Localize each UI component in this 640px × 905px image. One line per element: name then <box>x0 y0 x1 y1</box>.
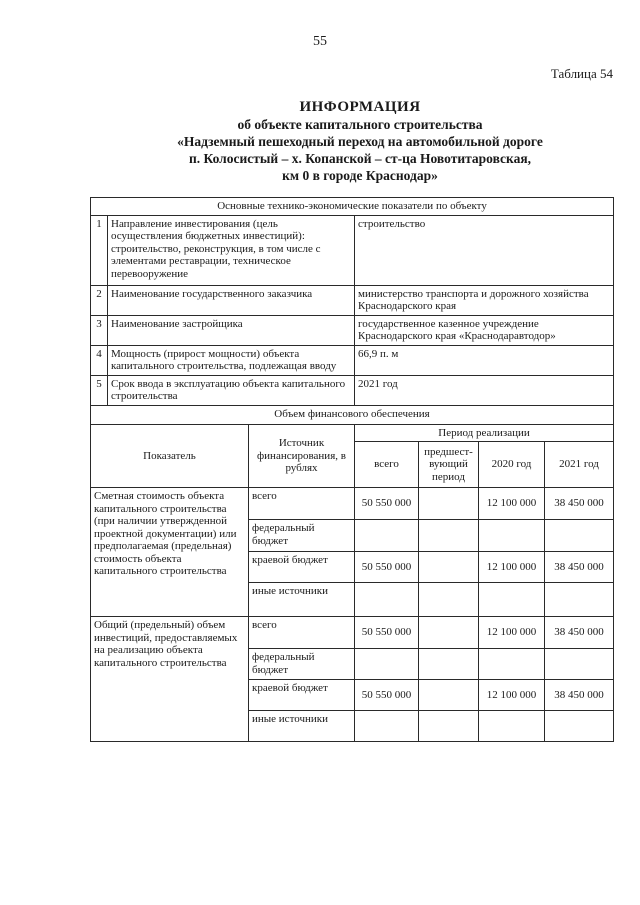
indicator-label: Наименование застройщика <box>108 315 355 345</box>
finance-prior <box>419 680 479 711</box>
finance-total <box>355 649 419 680</box>
finance-source: иные источники <box>249 583 355 617</box>
indicator-value: 2021 год <box>355 375 614 405</box>
finance-prior <box>419 520 479 552</box>
title-line-2: «Надземный пешеходный переход на автомобильной дороге <box>177 134 543 149</box>
column-header-indicator: Показатель <box>91 424 249 488</box>
column-header-period: Период реализации <box>355 424 614 442</box>
finance-source: краевой бюджет <box>249 552 355 583</box>
finance-2020: 12 100 000 <box>479 680 545 711</box>
finance-2021 <box>545 649 614 680</box>
indicator-number: 4 <box>91 345 108 375</box>
finance-2020 <box>479 649 545 680</box>
indicator-number: 3 <box>91 315 108 345</box>
finance-2021 <box>545 520 614 552</box>
column-header-2020: 2020 год <box>479 442 545 488</box>
indicator-value: 66,9 п. м <box>355 345 614 375</box>
indicator-value: строительство <box>355 215 614 285</box>
indicator-label: Мощность (прирост мощности) объекта капитального строительства, подлежащая вводу <box>108 345 355 375</box>
finance-2021: 38 450 000 <box>545 552 614 583</box>
column-header-prior: предшест-вующий период <box>419 442 479 488</box>
column-header-source: Источник финансирования, в рублях <box>249 424 355 488</box>
title-line-4: км 0 в городе Краснодар» <box>282 168 438 183</box>
finance-total <box>355 583 419 617</box>
finance-2020 <box>479 520 545 552</box>
indicator-label: Наименование государственного заказчика <box>108 285 355 315</box>
finance-prior <box>419 711 479 742</box>
finance-2021: 38 450 000 <box>545 617 614 649</box>
finance-source: иные источники <box>249 711 355 742</box>
indicator-label: Направление инвестирования (цель осуществления бюджетных инвестиций): строительство, реконструкция, в том числе с элементами реставрации, техническое перевооружение <box>108 215 355 285</box>
finance-prior <box>419 649 479 680</box>
document-title <box>60 99 640 184</box>
finance-source: краевой бюджет <box>249 680 355 711</box>
finance-2021: 38 450 000 <box>545 680 614 711</box>
finance-group-label: Общий (предельный) объем инвестиций, предоставляемых на реализацию объекта капитального строительства <box>91 617 249 742</box>
title-main: ИНФОРМАЦИЯ <box>299 99 421 115</box>
title-line-3: п. Колосистый – х. Копанской – ст-ца Новотитаровская, <box>188 151 532 166</box>
indicator-number: 1 <box>91 215 108 285</box>
indicator-value: государственное казенное учреждение Краснодарского края «Краснодаравтодор» <box>355 315 614 345</box>
finance-2020: 12 100 000 <box>479 617 545 649</box>
section-header-finance: Объем финансового обеспечения <box>91 405 614 424</box>
finance-total: 50 550 000 <box>355 552 419 583</box>
object-info-table <box>90 197 614 742</box>
finance-total <box>355 520 419 552</box>
indicator-label: Срок ввода в эксплуатацию объекта капитального строительства <box>108 375 355 405</box>
finance-source: федеральный бюджет <box>249 520 355 552</box>
finance-source: федеральный бюджет <box>249 649 355 680</box>
indicator-value: министерство транспорта и дорожного хозяйства Краснодарского края <box>355 285 614 315</box>
finance-prior <box>419 552 479 583</box>
finance-prior <box>419 583 479 617</box>
table-label: Таблица 54 <box>550 66 613 81</box>
finance-prior <box>419 488 479 520</box>
finance-source: всего <box>249 488 355 520</box>
finance-total: 50 550 000 <box>355 488 419 520</box>
finance-prior <box>419 617 479 649</box>
finance-2020 <box>479 711 545 742</box>
finance-2020 <box>479 583 545 617</box>
finance-group-label: Сметная стоимость объекта капитального строительства (при наличии утвержденной проектной документации) или предполагаемая (предельная) стоимость объекта капитального строительства <box>91 488 249 617</box>
title-line-1: об объекте капитального строительства <box>237 117 483 132</box>
finance-total: 50 550 000 <box>355 617 419 649</box>
column-header-total: всего <box>355 442 419 488</box>
finance-source: всего <box>249 617 355 649</box>
finance-2021 <box>545 583 614 617</box>
finance-total: 50 550 000 <box>355 680 419 711</box>
indicator-number: 2 <box>91 285 108 315</box>
page-number: 55 <box>313 34 327 49</box>
finance-2020: 12 100 000 <box>479 488 545 520</box>
finance-total <box>355 711 419 742</box>
section-header-indicators: Основные технико-экономические показатели по объекту <box>91 198 614 216</box>
finance-2021 <box>545 711 614 742</box>
finance-2020: 12 100 000 <box>479 552 545 583</box>
finance-2021: 38 450 000 <box>545 488 614 520</box>
column-header-2021: 2021 год <box>545 442 614 488</box>
indicator-number: 5 <box>91 375 108 405</box>
